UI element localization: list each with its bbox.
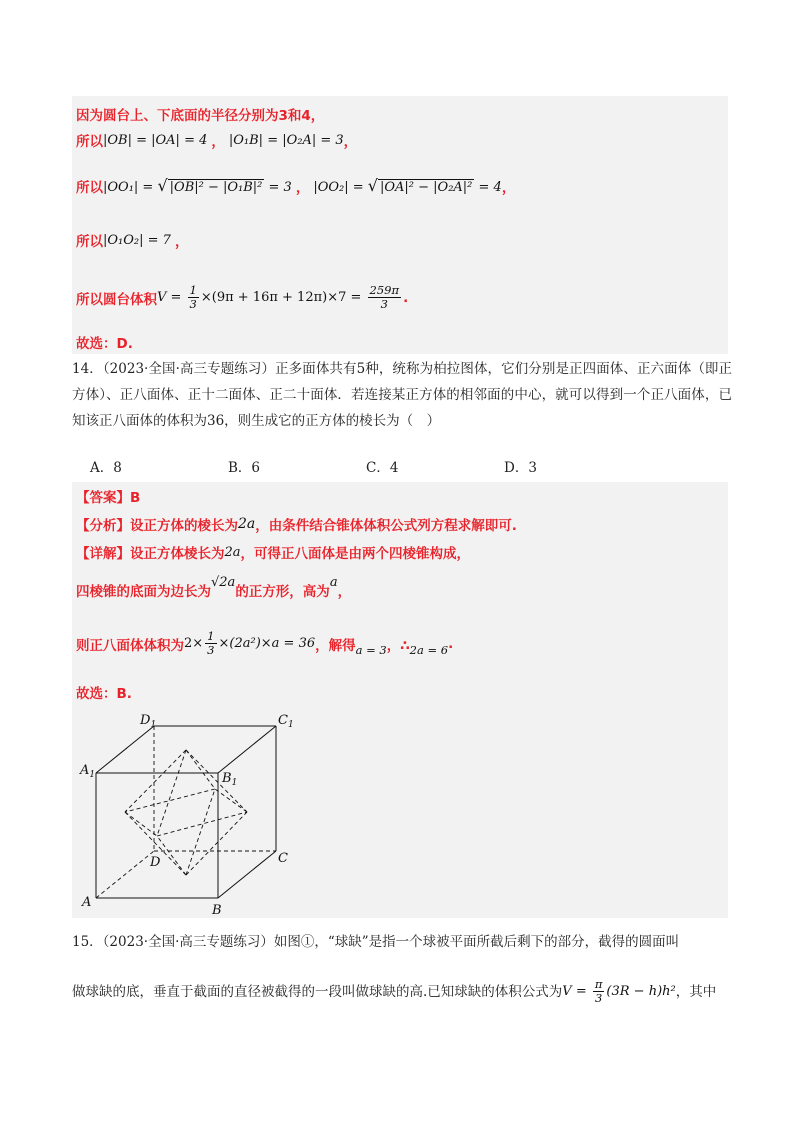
solution-13-line-5-prefix: 所以圆台体积 <box>76 291 157 308</box>
oct-edge <box>186 750 247 812</box>
edge-b-c <box>218 851 276 898</box>
question-15-line-2-suffix: ，其中 <box>675 983 717 1000</box>
solution-14-line-4 <box>76 630 453 657</box>
question-14-text: 14．（2023·全国·高三专题练习）正多面体共有5种，统称为柏拉图体，它们分别是正四面体、正六面体（即正方体）、正八面体、正十二面体、正二十面体．若连接某正方体的相邻面的中心，就可以得到一个正八面体，已知该正八面体的体积为36，则生成它的正方体的棱长为（ ） <box>72 361 732 429</box>
math-2a: 2a <box>238 516 256 532</box>
solution-14-analysis <box>76 514 517 534</box>
math-o1b-o2a: |O₁B| = |O₂A| = 3 <box>228 132 344 148</box>
math-vol-right: ×(2a²)×a = 36 <box>218 636 316 651</box>
math-v-left: V = <box>562 984 591 999</box>
fraction-numerator: 259π <box>369 283 400 297</box>
math-o1o2: |O₁O₂| = 7 <box>103 232 171 248</box>
solution-13-line-4-prefix: 所以 <box>76 234 103 250</box>
label-c1: $C_1$ <box>278 713 294 730</box>
analysis-prefix: 【分析】设正方体的棱长为 <box>76 518 238 534</box>
oct-edge <box>125 750 186 812</box>
label-a: A <box>82 895 92 910</box>
analysis-suffix: ，由条件结合锥体体积公式列方程求解即可. <box>255 518 517 534</box>
question-14-options <box>90 456 537 476</box>
math-a-equals-3: a = 3 <box>355 642 387 657</box>
period: . <box>448 635 454 652</box>
label-d1: $D_1$ <box>140 713 157 730</box>
comma: ， <box>343 134 358 150</box>
math-vol-left: 2× <box>184 636 204 651</box>
option-d: D．3 <box>504 460 537 476</box>
detail-prefix: 【详解】设正方体棱长为 <box>76 546 225 562</box>
solution-13-line-2 <box>76 130 357 150</box>
fraction-one-third <box>188 284 199 311</box>
fraction-pi-3 <box>593 978 605 1005</box>
solution-14-block <box>72 482 728 918</box>
oct-edge <box>125 812 157 836</box>
math-v-right: (3R − h)h² <box>606 984 676 999</box>
option-a: A．8 <box>90 460 122 476</box>
math-oo1 <box>103 177 292 196</box>
fraction-259pi-3 <box>368 284 402 311</box>
solution-13-line-1 <box>76 104 324 124</box>
fraction-denominator: 3 <box>207 643 215 657</box>
cube-octahedron-figure <box>78 710 308 916</box>
oct-edge <box>157 750 186 836</box>
math-volume <box>157 284 403 311</box>
math-oo2-left: |OO₂| = <box>313 179 368 195</box>
solution-13-line-1-text: 因为圆台上、下底面的半径分别为3和4， <box>76 108 325 124</box>
solution-13-line-3-prefix: 所以 <box>76 180 103 196</box>
comma: ， <box>174 234 189 250</box>
solution-13-line-3 <box>76 176 515 196</box>
oct-edge <box>215 789 247 812</box>
solution-14-answer-line <box>76 486 140 506</box>
math-ob-oa: |OB| = |OA| = 4 <box>103 132 208 148</box>
math-volume-left: V = <box>157 290 186 305</box>
comma: ， <box>295 180 310 196</box>
line-4-therefore: ，∴ <box>386 637 410 654</box>
edge-b1-c1 <box>218 726 276 773</box>
math-oo2-right: = 4 <box>474 179 502 195</box>
label-d: D <box>150 855 161 870</box>
solution-14-answer <box>76 682 132 702</box>
fraction-denominator: 3 <box>380 297 388 311</box>
oct-edge <box>125 789 215 812</box>
math-2a-equals-6: 2a = 6 <box>409 642 449 657</box>
question-15-line-2 <box>72 978 732 1005</box>
line-4-prefix: 则正八面体体积为 <box>76 637 184 654</box>
question-15-line-1: 15．（2023·全国·高三专题练习）如图①，“球缺”是指一个球被平面所截后剩下的部分，截得的圆面叫 <box>72 934 680 950</box>
solution-14-line-3 <box>76 574 352 600</box>
math-oo2 <box>313 177 502 196</box>
label-b: B <box>212 903 222 916</box>
fraction-numerator: 1 <box>207 629 215 643</box>
math-oo1-right: = 3 <box>264 179 292 195</box>
edge-a1-d1 <box>96 726 154 773</box>
label-a1: $A_1$ <box>80 763 96 780</box>
solution-13-line-5 <box>76 284 408 311</box>
period: . <box>403 289 409 306</box>
fraction-denominator: 3 <box>189 297 197 311</box>
solution-14-detail <box>76 542 470 562</box>
solution-13-line-2-prefix: 所以 <box>76 134 103 150</box>
option-b: B．6 <box>228 460 261 476</box>
math-a: a <box>329 574 338 590</box>
math-oo1-radicand: |OB|² − |O₁B|² <box>169 179 263 195</box>
fraction-numerator: 1 <box>189 283 197 297</box>
question-15-line-2-prefix: 做球缺的底，垂直于截面的直径被截得的一段叫做球缺的高.已知球缺的体积公式为 <box>72 983 563 1000</box>
edge-a-d <box>96 851 154 898</box>
solution-14-answer-label: 【答案】B <box>76 490 141 506</box>
question-15 <box>72 932 732 952</box>
math-octahedron-volume <box>184 630 315 657</box>
solution-13-answer-text: 故选：D. <box>76 336 133 352</box>
oct-edge <box>186 750 215 789</box>
comma: ， <box>501 180 516 196</box>
math-oo2-radicand: |OA|² − |O₂A|² <box>379 179 473 195</box>
detail-suffix: ，可得正八面体是由两个四棱锥构成， <box>240 546 471 562</box>
line-3-prefix: 四棱锥的底面为边长为 <box>76 584 211 600</box>
label-b1: $B_1$ <box>222 771 238 788</box>
fraction-denominator: 3 <box>594 991 603 1005</box>
solution-13-block <box>72 96 728 354</box>
math-oo1-left: |OO₁| = <box>103 179 158 195</box>
sqrt-sign: √ |OA|² − |O₂A|² <box>367 175 473 195</box>
line-3-suffix: ， <box>337 584 352 600</box>
oct-edge <box>186 789 215 875</box>
question-14 <box>72 356 732 434</box>
solution-14-answer-text: 故选：B. <box>76 686 132 702</box>
oct-edge <box>186 812 247 875</box>
line-3-mid: 的正方形，高为 <box>235 584 330 600</box>
math-2a: 2a <box>224 544 241 560</box>
oct-edge <box>157 836 186 875</box>
math-ball-cap-volume <box>562 978 675 1005</box>
comma: ， <box>211 134 225 150</box>
sqrt-sign: √ |OB|² − |O₁B|² <box>157 175 263 195</box>
label-c: C <box>278 851 288 866</box>
oct-edge <box>157 812 247 836</box>
solution-13-answer <box>76 332 133 352</box>
math-volume-mid: ×(9π + 16π + 12π)×7 = <box>200 290 366 305</box>
option-c: C．4 <box>366 460 399 476</box>
math-sqrt2a: √2a <box>211 574 236 590</box>
fraction-one-third <box>205 630 216 657</box>
fraction-numerator: π <box>594 977 603 991</box>
solution-13-line-4 <box>76 230 188 250</box>
line-4-mid: ，解得 <box>315 637 356 654</box>
